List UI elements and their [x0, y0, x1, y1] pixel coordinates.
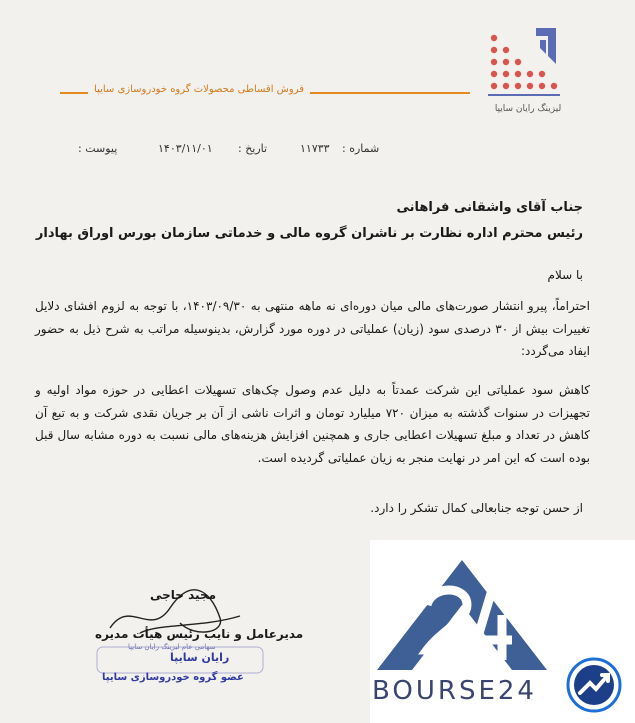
logo-caption: لیزینگ رایان سایپا: [494, 104, 562, 114]
bourse24-brand-text: BOURSE24: [372, 676, 537, 706]
bourse24-logo-icon: [372, 560, 547, 670]
signer-name: مجید حاجی: [150, 588, 217, 602]
date-label: تاریخ :: [238, 142, 268, 155]
closing-line: از حسن توجه جنابعالی کمال تشکر را دارد.: [370, 501, 583, 515]
number-value: ۱۱۷۳۳: [300, 142, 330, 155]
stamp-text: سهامی عام لیزینگ رایان سایپا: [128, 643, 216, 651]
header-band: [60, 80, 470, 106]
paragraph-explanation: کاهش سود عملیاتی این شرکت عمدتاً به دلیل عدم وصول چک‌های تسهیلات اعطایی در حوزه مواد اولیه و تجهیزات در سنوات گذشته به میزان ۷۲۰ میلیارد تومان و اثرات ناشی از آن بر جریان نقدی شرکت و به تبع آن کاهش در تعداد و مبلغ تسهیلات اعطایی جاری و همچنین افزایش هزینه‌های مالی نسبت به دوره مشابه سال قبل بوده است که این امر در نهایت منجر به زیان عملیاتی گردیده است.: [35, 383, 590, 465]
recipient-title: رئیس محترم اداره نظارت بر ناشران گروه مالی و خدماتی سازمان بورس اوراق بهادار: [35, 226, 583, 241]
bourse24-chart-badge-icon: [566, 657, 622, 713]
number-label: شماره :: [342, 142, 380, 155]
paragraph-intro: احتراماً، پیرو انتشار صورت‌های مالی میان دوره‌ای نه ماهه منتهی به ۱۴۰۳/۰۹/۳۰، با توجه به لزوم افشای دلایل تغییرات بیش از ۳۰ درصدی سود (زیان) عملیاتی در دوره مورد گزارش، بدینوسیله مراتب به شرح ذیل به حضور ایفاد می‌گردد:: [35, 299, 590, 358]
greeting: با سلام: [547, 268, 583, 282]
recipient-name: جناب آقای واشقانی فراهانی: [396, 200, 583, 215]
group-member-text: عضو گروه خودروسازی سایپا: [102, 672, 244, 683]
date-value: ۱۴۰۳/۱۱/۰۱: [158, 142, 213, 155]
stamp-brand: رایان سایپا: [170, 651, 230, 664]
attachment-label: پیوست :: [78, 142, 118, 155]
header-band-text: فروش اقساطی محصولات گروه خودروسازی سایپا: [88, 84, 310, 95]
saipa-leasing-logo-icon: [484, 24, 564, 104]
signer-role: مدیرعامل و نایب رئیس هیأت مدیره: [95, 627, 304, 641]
